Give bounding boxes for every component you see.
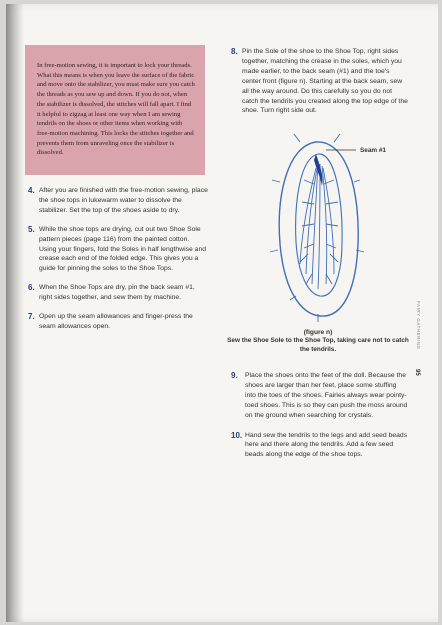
step-number: 8. <box>231 47 238 56</box>
step-5 <box>28 225 208 275</box>
shoe-sole-illustration <box>268 124 428 324</box>
steps-right-top <box>231 47 409 125</box>
page-number: 95 <box>414 369 420 376</box>
step-number: 5. <box>28 224 35 234</box>
step-text: Pin the Sole of the shoe to the Shoe Top, right sides together, matching the crease in the soles, which you made earlier, to the back seam (#1) and the toe's center front (figure n). Starting at the back seam, sew all the way around. Do this carefully so you do not catch the tendrils you created along the top edge of the shoe. Turn right side out. <box>242 48 408 115</box>
step-text: After you are finished with the free-motion sewing, place the shoe tops in lukewarm water to dissolve the stabilizer. Set the top of the shoes aside to dry. <box>39 187 208 214</box>
step-10 <box>231 431 409 461</box>
step-text: Open up the seam allowances and finger-press the seam allowances open. <box>39 313 193 330</box>
book-page <box>6 4 438 622</box>
step-text: While the shoe tops are drying, cut out two Shoe Sole pattern pieces (page 116) from the painted cotton. Using your fingers, fold the Soles in half lengthwise and crease each end of the folded edge. This gives you a guide for pinning the soles to the Shoe Tops. <box>39 225 206 273</box>
step-7 <box>28 312 208 332</box>
page-binding-shadow <box>6 4 24 622</box>
tip-text: In free-motion sewing, it is important to lock your threads. What this means is when you leave the surface of the fabric and move onto the stabilizer, you must make sure you catch the threads as you sew up and down. If you do not, when the stabilizer is dissolved, the stitches will fall apart. I find it helpful to zigzag at least one way when I am sewing tendrils on the shoes or other items when working with free-motion machining. This locks the stitches together and prevents them from unraveling once the stabilizer is dissolved. <box>37 62 195 157</box>
step-number: 6. <box>28 283 35 293</box>
figure-caption <box>224 328 412 354</box>
tip-box <box>25 45 205 175</box>
step-9 <box>231 371 409 421</box>
step-number: 7. <box>28 312 35 322</box>
caption-text: Sew the Shoe Sole to the Shoe Top, taking care not to catch the tendrils. <box>227 337 409 353</box>
tendrils <box>300 164 338 289</box>
steps-right-bottom <box>231 371 409 470</box>
caption-label: (figure n) <box>303 329 333 336</box>
steps-left-column <box>28 186 208 341</box>
step-text: When the Shoe Tops are dry, pin the back seam #1, right sides together, and sew them by machine. <box>39 284 195 302</box>
step-8 <box>231 47 409 116</box>
step-number: 9. <box>231 371 238 380</box>
seam-label: Seam #1 <box>360 147 386 154</box>
step-number: 10. <box>231 430 243 440</box>
running-head: FAIRY GATHERING <box>416 301 421 350</box>
step-6 <box>28 283 208 303</box>
step-number: 4. <box>28 186 35 195</box>
step-text: Hand sew the tendrils to the legs and add seed beads here and there along the tendrils. Add a few seed beads along the edge of the shoe tops. <box>245 431 408 459</box>
figure-n <box>268 124 428 324</box>
step-4 <box>28 186 208 216</box>
step-text: Place the shoes onto the feet of the doll. Because the shoes are larger than her feet, place some stuffing into the toes of the shoes. Fairies always wear pointy-toed shoes. This is so they can push the moss around on the ground when searching for crystals. <box>245 372 408 419</box>
